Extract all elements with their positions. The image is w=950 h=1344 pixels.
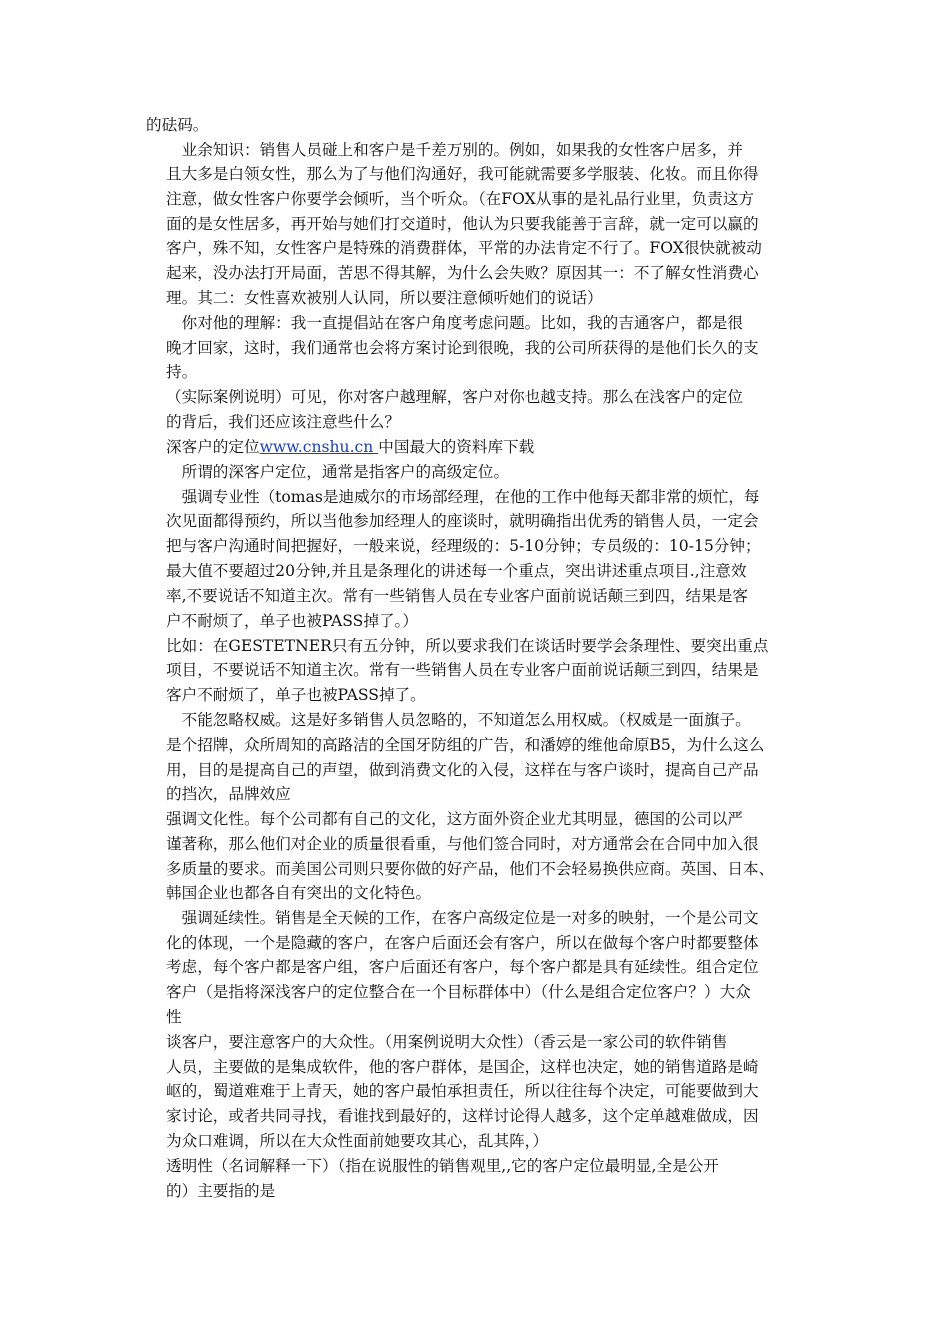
paragraph-line: 户不耐烦了，单子也被PASS掉了。） (166, 612, 418, 630)
paragraph-line: 家讨论，或者共同寻找，看谁找到最好的，这样讨论得人越多，这个定单越难做成，因 (166, 1107, 759, 1125)
section-heading-text: 深客户的定位 (166, 438, 260, 456)
paragraph-line: 谈客户，要注意客户的大众性。（用案例说明大众性）（香云是一家公司的软件销售 (166, 1033, 728, 1051)
paragraph-line: 持。 (166, 363, 198, 381)
paragraph-line: 化的体现，一个是隐藏的客户，在客户后面还会有客户，所以在做每个客户时都要整体 (166, 934, 759, 952)
paragraph-line: 客户，殊不知，女性客户是特殊的消费群体，平常的办法肯定不行了。FOX很快就被动 (166, 239, 762, 257)
paragraph-line: 强调专业性（tomas是迪威尔的市场部经理，在他的工作中他每天都非常的烦忙，每 (166, 488, 760, 506)
paragraph-line: 项目，不要说话不知道主次。常有一些销售人员在专业客户面前说话颠三到四，结果是 (166, 661, 759, 679)
paragraph-line: 客户不耐烦了，单子也被PASS掉了。 (166, 686, 426, 704)
paragraph-line: 且大多是白领女性，那么为了与他们沟通好，我可能就需要多学服装、化妆。而且你得 (166, 165, 759, 183)
cnshu-link[interactable]: www.cnshu.cn (259, 438, 379, 456)
paragraph-line: 人员，主要做的是集成软件，他的客户群体，是国企，这样也决定，她的销售道路是崎 (166, 1058, 759, 1076)
paragraph-line: 所谓的深客户定位，通常是指客户的高级定位。 (166, 463, 510, 481)
paragraph-line: 用，目的是提高自己的声望，做到消费文化的入侵，这样在与客户谈时，提高自己产品 (166, 761, 759, 779)
paragraph-line: 晚才回家，这时，我们通常也会将方案讨论到很晚，我的公司所获得的是他们长久的支 (166, 339, 759, 357)
paragraph-line: 强调文化性。每个公司都有自己的文化，这方面外资企业尤其明显，德国的公司以严 (166, 810, 743, 828)
paragraph-line: 理。其二：女性喜欢被别人认同，所以要注意倾听她们的说话） (166, 289, 603, 307)
paragraph-line: 客户（是指将深浅客户的定位整合在一个目标群体中）（什么是组合定位客户？）大众 (166, 983, 751, 1001)
paragraph-line: 比如：在GESTETNER只有五分钟，所以要求我们在谈话时要学会条理性、要突出重点 (166, 637, 769, 655)
paragraph-line: 面的是女性居多，再开始与她们打交道时，他认为只要我能善于言辞，就一定可以赢的 (166, 215, 759, 233)
paragraph-line: 韩国企业也都各自有突出的文化特色。 (166, 884, 432, 902)
paragraph-line: 谨著称，那么他们对企业的质量很看重，与他们签合同时，对方通常会在合同中加入很 (166, 835, 759, 853)
paragraph-line: 考虑，每个客户都是客户组，客户后面还有客户，每个客户都是具有延续性。组合定位 (166, 958, 759, 976)
paragraph-line-with-link (166, 436, 534, 458)
paragraph-line: 透明性（名词解释一下）（指在说服性的销售观里,,它的客户定位最明显,全是公开 (166, 1157, 719, 1175)
paragraph-line: 是个招牌，众所周知的高路洁的全国牙防组的广告，和潘婷的维他命原B5，为什么这么 (166, 736, 765, 754)
paragraph-line: 把与客户沟通时间把握好，一般来说，经理级的：5-10分钟；专员级的：10-15分钟； (166, 537, 761, 555)
paragraph-line: 的）主要指的是 (166, 1182, 276, 1200)
paragraph-line: 不能忽略权威。这是好多销售人员忽略的，不知道怎么用权威。（权威是一面旗子。 (166, 711, 751, 729)
paragraph-line: 注意，做女性客户你要学会倾听，当个听众。（在FOX从事的是礼品行业里，负责这方 (166, 190, 755, 208)
paragraph-line: 的砝码。 (146, 116, 209, 134)
paragraph-line: 你对他的理解：我一直提倡站在客户角度考虑问题。比如，我的吉通客户，都是很 (166, 314, 743, 332)
paragraph-line: 多质量的要求。而美国公司则只要你做的好产品，他们不会轻易换供应商。英国、日本、 (166, 860, 775, 878)
paragraph-line: 强调延续性。销售是全天候的工作，在客户高级定位是一对多的映射，一个是公司文 (166, 909, 759, 927)
paragraph-line: 起来，没办法打开局面，苦思不得其解，为什么会失败？原因其一：不了解女性消费心 (166, 264, 759, 282)
link-trailing-text: 中国最大的资料库下载 (378, 438, 535, 456)
paragraph-line: 的背后，我们还应该注意些什么？ (166, 413, 400, 431)
paragraph-line: 最大值不要超过20分钟,并且是条理化的讲述每一个重点，突出讲述重点项目.,注意效 (166, 562, 747, 580)
paragraph-line: 为众口难调，所以在大众性面前她要攻其心，乱其阵，） (166, 1132, 549, 1150)
paragraph-line: 率,不要说话不知道主次。常有一些销售人员在专业客户面前说话颠三到四，结果是客 (166, 587, 748, 605)
paragraph-line: （实际案例说明）可见，你对客户越理解，客户对你也越支持。那么在浅客户的定位 (166, 388, 743, 406)
paragraph-line: 岖的，蜀道难难于上青天，她的客户最怕承担责任，所以往往每个决定，可能要做到大 (166, 1082, 759, 1100)
paragraph-line: 业余知识：销售人员碰上和客户是千差万别的。例如，如果我的女性客户居多，并 (166, 141, 743, 159)
paragraph-line: 性 (166, 1008, 182, 1026)
paragraph-line: 次见面都得预约，所以当他参加经理人的座谈时，就明确指出优秀的销售人员，一定会 (166, 512, 759, 530)
paragraph-line: 的挡次，品牌效应 (166, 785, 291, 803)
